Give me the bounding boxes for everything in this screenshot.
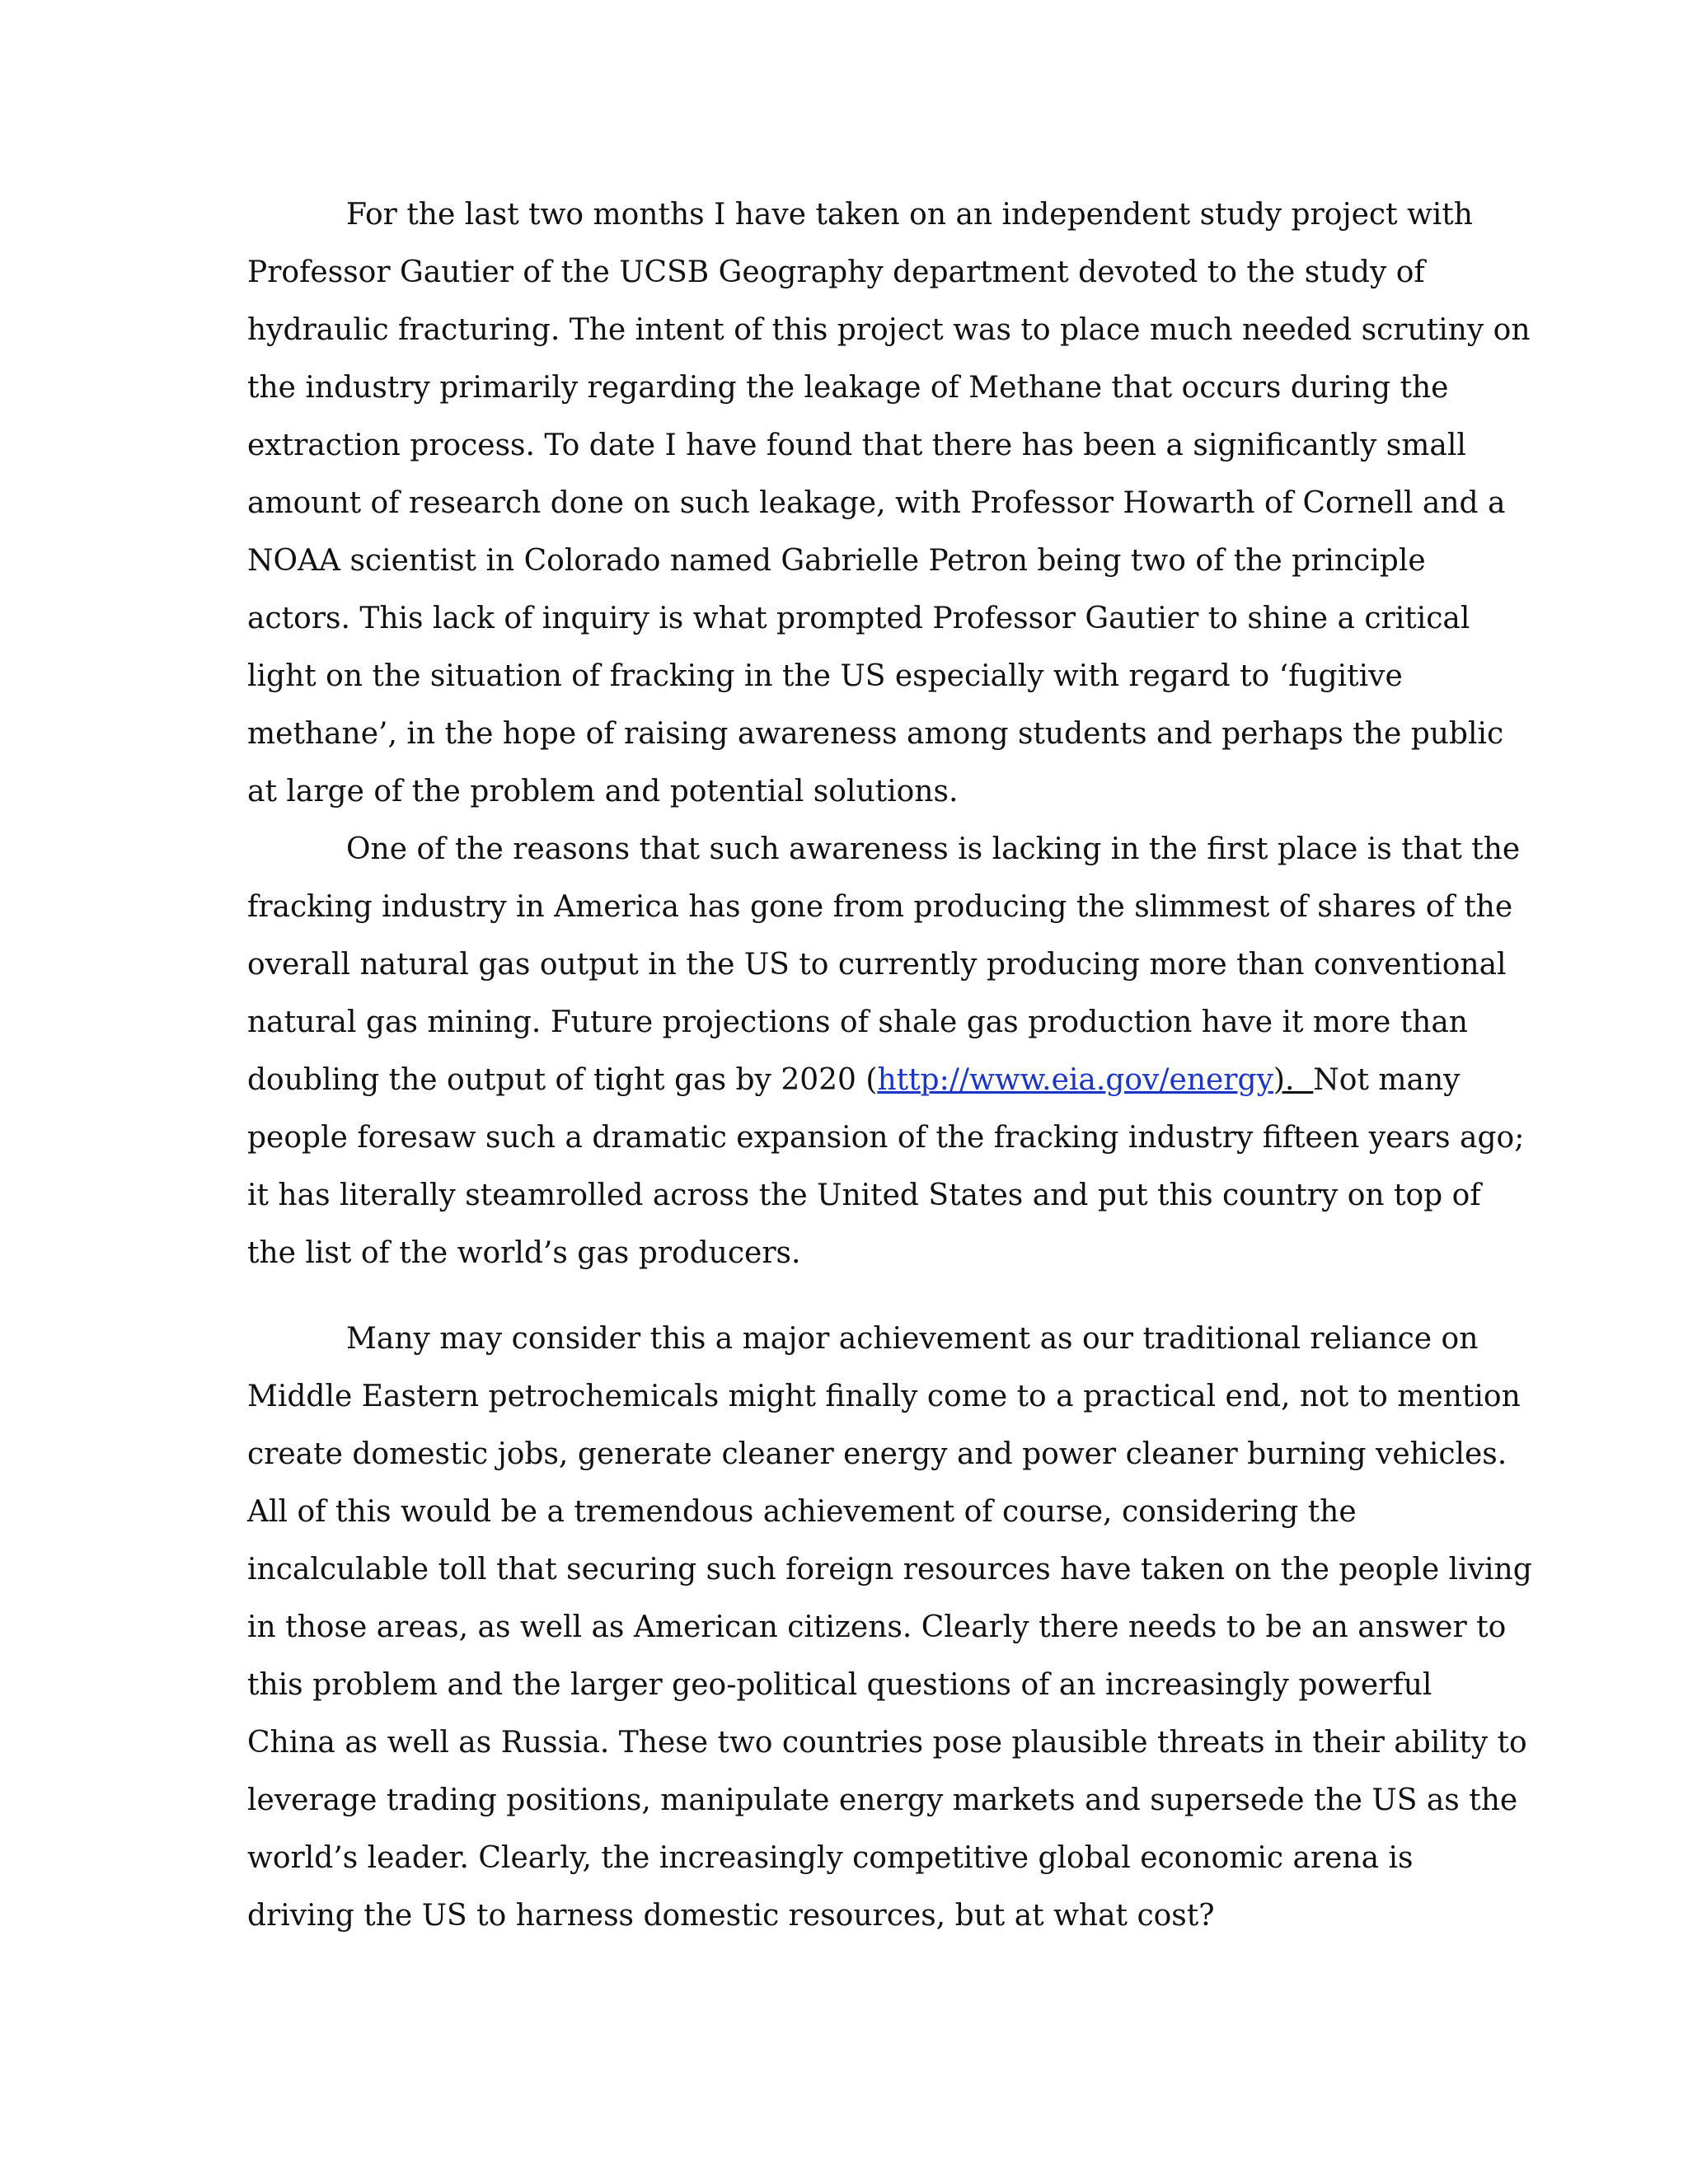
paragraph-1-line-10: methane’, in the hope of raising awareness among students and perhaps the public — [247, 717, 1504, 751]
paragraph-3-line-1: Many may consider this a major achievement as our traditional reliance on — [346, 1322, 1479, 1356]
paragraph-3-line-5: incalculable toll that securing such foreign resources have taken on the people living — [247, 1553, 1532, 1586]
paragraph-3-line-10: world’s leader. Clearly, the increasingly competitive global economic arena is — [247, 1841, 1414, 1875]
paragraph-3-line-4: All of this would be a tremendous achievement of course, considering the — [247, 1495, 1357, 1529]
paragraph-1-line-7: NOAA scientist in Colorado named Gabrielle Petron being two of the principle — [247, 544, 1426, 578]
paragraph-3-line-11: driving the US to harness domestic resources, but at what cost? — [247, 1899, 1215, 1933]
paragraph-2-line-2: fracking industry in America has gone from producing the slimmest of shares of the — [247, 890, 1513, 924]
paragraph-1-line-9: light on the situation of fracking in the US especially with regard to ‘fugitive — [247, 659, 1403, 693]
paragraph-2-line-8: the list of the world’s gas producers. — [247, 1236, 801, 1270]
link-line-close-paren: ). — [1273, 1063, 1314, 1097]
paragraph-1-line-6: amount of research done on such leakage, with Professor Howarth of Cornell and a — [247, 486, 1506, 520]
paragraph-1-line-1: For the last two months I have taken on an independent study project with — [346, 198, 1473, 232]
paragraph-3-line-9: leverage trading positions, manipulate energy markets and supersede the US as the — [247, 1783, 1518, 1817]
paragraph-2-line-3: overall natural gas output in the US to currently producing more than conventional — [247, 948, 1507, 982]
paragraph-3-line-7: this problem and the larger geo-political questions of an increasingly powerful — [247, 1668, 1432, 1702]
paragraph-1-line-11: at large of the problem and potential solutions. — [247, 775, 959, 808]
paragraph-1-line-2: Professor Gautier of the UCSB Geography department devoted to the study of — [247, 255, 1425, 289]
paragraph-1-line-3: hydraulic fracturing. The intent of this project was to place much needed scrutiny on — [247, 313, 1531, 347]
paragraph-1-line-8: actors. This lack of inquiry is what prompted Professor Gautier to shine a critical — [247, 602, 1470, 635]
paragraph-1-line-5: extraction process. To date I have found that there has been a significantly small — [247, 429, 1466, 462]
link-line-suffix: Not many — [1313, 1063, 1461, 1097]
paragraph-1-line-4: the industry primarily regarding the leakage of Methane that occurs during the — [247, 371, 1449, 405]
paragraph-3-line-3: create domestic jobs, generate cleaner energy and power cleaner burning vehicles. — [247, 1437, 1507, 1471]
paragraph-3-line-8: China as well as Russia. These two countries pose plausible threats in their ability to — [247, 1726, 1527, 1760]
link-line-prefix: doubling the output of tight gas by 2020 ( — [247, 1063, 878, 1097]
paragraph-2-line-1: One of the reasons that such awareness is lacking in the first place is that the — [346, 832, 1521, 866]
paragraph-3-line-2: Middle Eastern petrochemicals might finally come to a practical end, not to mention — [247, 1380, 1521, 1413]
paragraph-2-link-line — [247, 1062, 1461, 1099]
paragraph-3-line-6: in those areas, as well as American citizens. Clearly there needs to be an answer to — [247, 1610, 1507, 1644]
paragraph-2-line-7: it has literally steamrolled across the United States and put this country on top of — [247, 1179, 1481, 1212]
paragraph-2-line-4: natural gas mining. Future projections of shale gas production have it more than — [247, 1005, 1468, 1039]
eia-energy-link[interactable]: http://www.eia.gov/energy — [877, 1063, 1273, 1097]
paragraph-2-line-6: people foresaw such a dramatic expansion of the fracking industry fifteen years ago; — [247, 1121, 1525, 1155]
